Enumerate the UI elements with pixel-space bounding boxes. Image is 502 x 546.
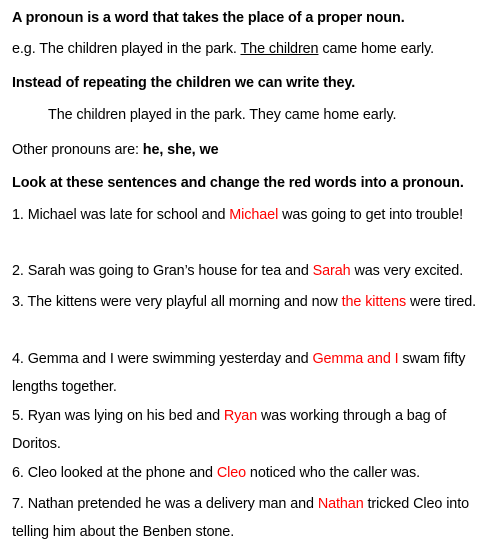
sentence-text: were tired. (406, 294, 477, 310)
sentence-4 (12, 345, 496, 401)
red-word: the kittens (341, 294, 407, 310)
sentence-text: 4. Gemma and I were swimming yesterday and (12, 351, 313, 367)
sentence-text: tricked Cleo into telling him about the Benben stone. (12, 496, 470, 540)
sentence-text: 7. Nathan pretended he was a delivery man and (12, 496, 318, 512)
sentence-6 (12, 463, 496, 483)
sentence-text: was going to get into trouble! (278, 207, 464, 223)
red-word: Sarah (312, 263, 351, 279)
heading: A pronoun is a word that takes the place of a proper noun. (12, 10, 405, 26)
red-word: Ryan (223, 408, 258, 424)
sentence-7 (12, 490, 496, 546)
instead-note: Instead of repeating the children we can write they. (12, 75, 356, 91)
example-underlined: The children (240, 41, 319, 57)
sentence-1 (12, 201, 496, 229)
sentence-3 (12, 288, 496, 316)
sentence-text: 6. Cleo looked at the phone and (12, 465, 217, 481)
red-word: Cleo (216, 465, 247, 481)
red-word: Michael (229, 207, 279, 223)
example-prefix: e.g. The children played in the park. (12, 41, 241, 57)
sentence-2 (12, 261, 496, 281)
sentence-5 (12, 402, 496, 458)
red-word: Nathan (317, 496, 364, 512)
sentence-text: was working through a bag of Doritos. (12, 408, 447, 452)
sentence-text: 1. Michael was late for school and (12, 207, 230, 223)
other-pronouns (12, 140, 496, 160)
sentence-text: 3. The kittens were very playful all morning and now (12, 294, 342, 310)
sentence-text: noticed who the caller was. (246, 465, 421, 481)
rewritten-sentence: The children played in the park. They came home early. (48, 107, 397, 123)
example-sentence (12, 39, 496, 59)
other-pronouns-prefix: Other pronouns are: (12, 142, 143, 158)
sentence-text: 5. Ryan was lying on his bed and (12, 408, 224, 424)
sentence-text: swam fifty lengths together. (12, 351, 466, 395)
pronoun-list: he, she, we (142, 142, 219, 158)
instruction: Look at these sentences and change the red words into a pronoun. (12, 175, 464, 191)
sentence-text: was very excited. (350, 263, 464, 279)
red-word: Gemma and I (312, 351, 399, 367)
sentence-text: 2. Sarah was going to Gran’s house for tea and (12, 263, 313, 279)
example-suffix: came home early. (318, 41, 435, 57)
